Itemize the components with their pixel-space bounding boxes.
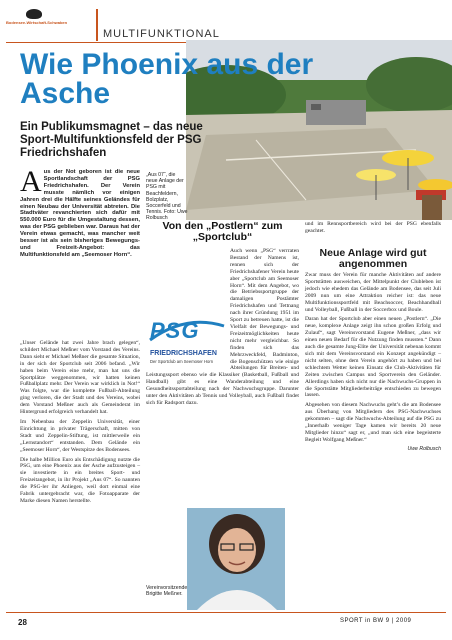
article-column-3 <box>305 272 441 453</box>
psg-logo-city: FRIEDRICHSHAFEN <box>150 350 217 357</box>
logo-emblem-icon <box>26 9 42 19</box>
section-heading: Neue Anlage wird gut angenommen <box>319 247 427 270</box>
article-subline: Ein Publikumsmagnet – das neue Sport-Multifunktionsfeld der PSG Friedrichshafen <box>20 121 203 159</box>
page-header <box>6 5 446 35</box>
paragraph: Die halbe Million Euro als Entschädigung nutzte die PSG, um eine Phoenix aus der Asche aufzusteigen – sie investierte in ein breites Sport- und Freizeitangebot, in ihr Projekt „Aus 07“. So nannten die PSG-ler ihr Anliegen, weil dort einmal eine Fabrik untergebracht war, die Fotoapparate der Marke diesen Namen herstellte. <box>20 456 140 504</box>
paragraph: Im Nebenbau der Zeppelin Universität, einer Einrichtung in privater Trägerschaft, mitten von Stadt und Zeppelin-Stiftung, ist mittlerweile ein „Lernstandort“ entstanden. Dem Gelände ein „Seemoser Horn“, der Westspitze des Bodensees. <box>20 418 140 453</box>
photo-caption: „Aus 07“, die neue Anlage der PSG mit Beachfeldern, Bolzplatz, Soccerfeld und Tennis. Foto: Uwe Rolbusch <box>146 172 188 222</box>
psg-logo-tagline: Der Sportclub am Seemoser Horn <box>150 359 214 364</box>
portrait-caption: Vereinvorsitzende Brigitte Meßner. <box>146 585 188 598</box>
portrait-photo <box>187 508 285 610</box>
psg-logo-name: PSG <box>150 318 200 343</box>
magazine-issue: SPORT in BW 9 | 2009 <box>340 618 412 624</box>
paragraph: Daran hat der Sportclub aber einen neuen „Postlern“. „Die neue, komplexe Anlage zeigt ihn schon großen Erfolg und Zulauf“, sagt Vereinsvorstand Eugene Meßner, „dass wir einen neuen Bedarf für die Nutzung finden mussten.“ Dann auch die gesamte Jung-Elite der Universität nebenan kommt sich mit dem Vereinsvorstand ein Konzept angekündigt – nicht selten, ohne dem Verein angehört zu haben und bei schlechtem Wetter keinen Einsatz die Club-Aktivitäten für Zeiten zwischen Campus und Sportverein den Geländer. Allerdings haben sich nicht nur die Nachwuchs-Gruppen in die Sportstätte Mitgliederbeiträge entschieden zu bewegen lassen. <box>305 316 441 399</box>
author-credit: Uwe Rolbusch <box>407 445 441 452</box>
portrait-illustration <box>187 508 285 610</box>
article-column-3-top: und im Rennsportbereich wird bei der PSG ebenfalls geachtet. <box>305 221 441 234</box>
section-rubric: MULTIFUNKTIONAL <box>103 28 220 40</box>
header-accent-rule <box>96 9 98 41</box>
psg-logo <box>146 312 226 380</box>
paragraph: Auch wenn „PSG“ verrraten Bestand der Namens ist, rennen sich der Friedrichshafener Verein heute aber „Sportclub am Seemoser Horn“. Mit dem Angebot, wo die Betriebssportgruppe der damaligen Postämter Friedrichshafen und Tettnang nach ihrer Gründung 1951 im Sport zu betreuen hatte, ist die Vielfalt der Bewegungs- und Freizeitmöglichkeiten heute nicht mehr vergleichbar. So finden sich das Mehrzweckfeld, Badminton, die Bogenschützen wie einige Abteilungen für Breiten- und Leistungssport ebenso wie die Klassiker (Basketball, Fußball und Handball) gibt es eine Wanderabteilung und eine Gesundheitssportabteilung nach der Nachwuchsgruppe. Darunter unter den Aktivitäten ab Tennis und Volleyball, auch Fußball findet sich für Radsport dazu. <box>146 248 299 406</box>
logo-text: Bodensee-Wirtschaft-Schwaben <box>6 20 68 25</box>
publisher-logo <box>6 9 84 29</box>
paragraph: „Unser Gelände hat zwei Jahre brach gelegen“, schildert Michael Meßner vom Vorstand des Vereins. Dann sieht er Michael Meßner die gesamte Situation, in der sich der Sportclub seit 2006 befand. „Wir haben beim Verein eine mehr, man hat uns die Sportplätze weggenommen, wir hatten keinen Fußballplatz mehr. Der Verein war wirklich in Not!“ Was folgte, war die komplette Fußball-Abteilung ging verloren, die der Stadt und des Vereins, wobei dem Vorstand Meßner auch als Gemeinderat im Hintergrund erfolgreich verhandelt hat. <box>20 340 140 416</box>
paragraph: Zwar muss der Verein für manche Aktivitäten auf andere Sportstätten ausweichen, der Mittelpunkt der Clubleben ist jedoch wie ehedem das Gelände am Bodensee, das seit Juli 2009 nun um eine Attraktion reicher ist: das neue Multifunktionssportfeld mit Beachsoccer, Beachhandball und Volleyball, Fußball in der Soccerbox und Boule. <box>305 272 441 313</box>
lead-paragraph: us der Not geboren ist die neue Sportlandschaft der PSG Friedrichshafen. Der Verein musste nämlich vor einigen Jahren drei die Hälfte seines Geländes für einen Neubau der Universität abtreten. Die Stadtväter revanchierten sich dafür mit 550.000 Euro für die Umgestaltung dessen, was der PSG geblieben war. Daraus hat der Verein etwas gemacht, was mancher weit besser ist als sein bisheriges Bewegungs- und Freizeit-Angebot: das Multifunktionsfeld am „Seemoser Horn“. <box>20 169 140 258</box>
article-column-1 <box>20 165 140 259</box>
box-title: Von den „Postlern“ zum „Sportclub“ <box>162 220 283 243</box>
footer-divider <box>6 612 446 613</box>
article-headline: Wie Phoenix aus der Asche <box>20 48 314 110</box>
paragraph: Abgesehen von diesem Nachwuchs geht’s die am Bodensee aus Überhang von Mitgliedern des PSG-Nachwuchses gekommen – sagt die Nachwuchs-Abteilung auf die PSG zu „Innerhalb weniger Tage kamen wir bereits 20 neue Mitglieder hinzu“ sagt er, „und man sich eine begeisterte Begleit Wolfgang Meßner.“ <box>305 402 441 443</box>
drop-cap: A <box>20 165 42 198</box>
article-column-1-body <box>20 340 140 505</box>
page-number: 28 <box>18 618 27 627</box>
box-heading <box>146 221 299 243</box>
